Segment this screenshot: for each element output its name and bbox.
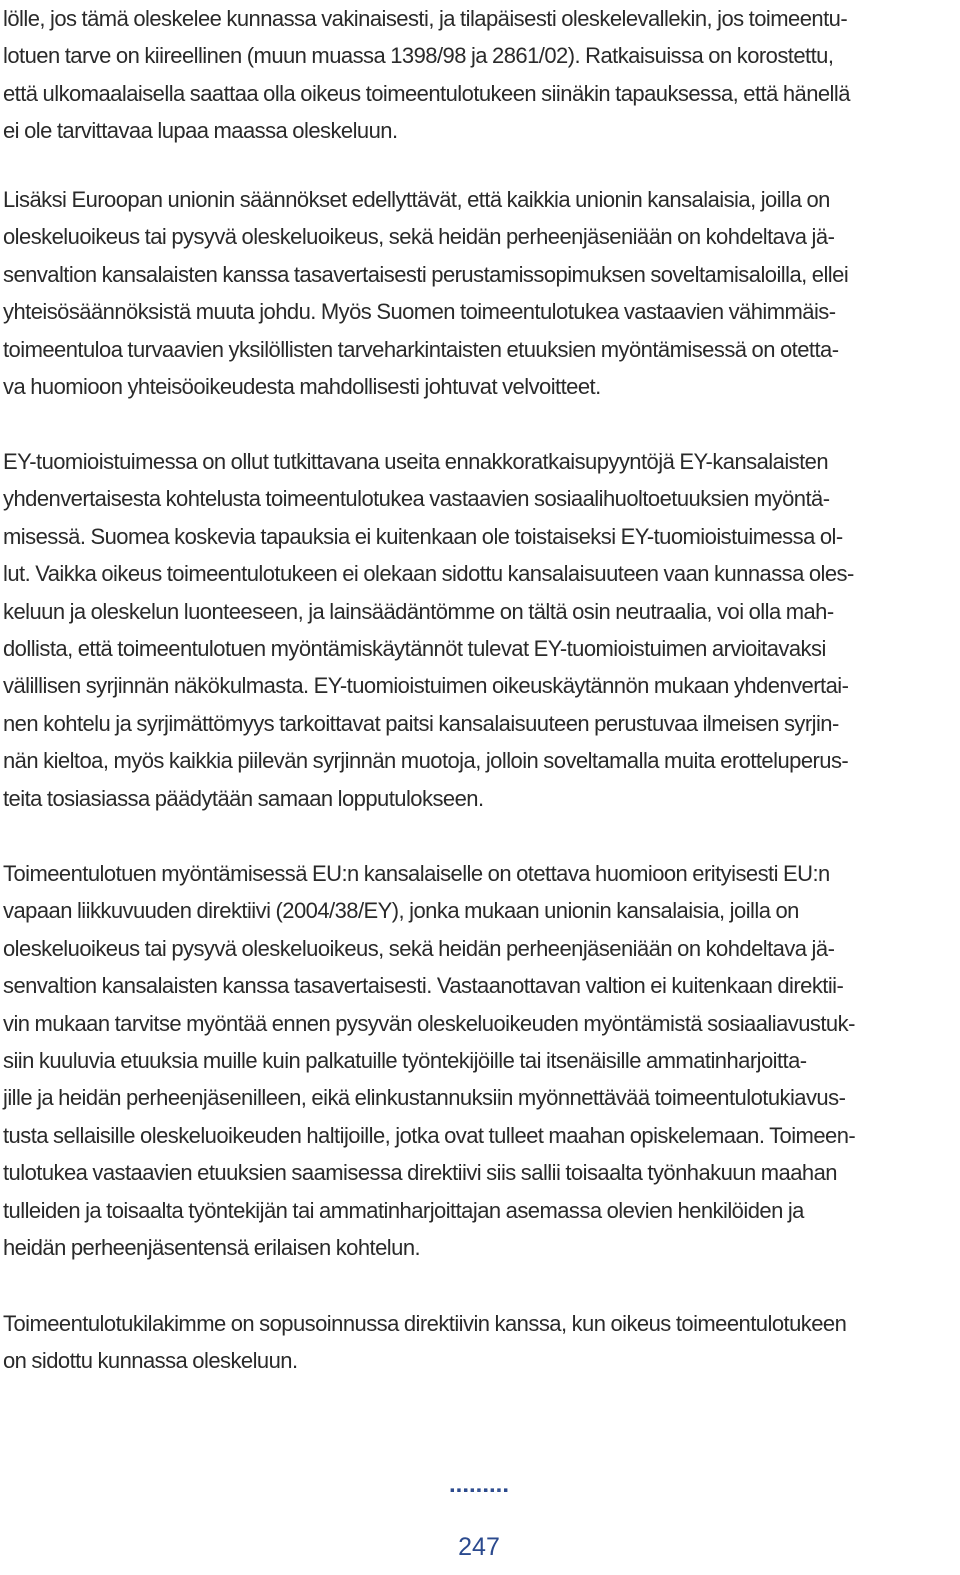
text-line: teita tosiasiassa päädytään samaan lopputulokseen. xyxy=(3,785,484,811)
text-line: lut. Vaikka oikeus toimeentulotukeen ei olekaan sidottu kansalaisuuteen vaan kunnassa oles- xyxy=(3,561,854,587)
text-line: että ulkomaalaisella saattaa olla oikeus toimeentulotukeen siinäkin tapauksessa, että hänellä xyxy=(3,80,850,106)
text-line: toimeentuloa turvaavien yksilöllisten tarveharkintaisten etuuksien myöntämisessä on otetta- xyxy=(3,336,839,362)
paragraph-3 xyxy=(3,443,958,817)
text-line: tusta sellaisille oleskeluoikeuden haltijoille, jotka ovat tulleet maahan opiskelemaan. Toimeen- xyxy=(3,1122,856,1148)
text-line: EY-tuomioistuimessa on ollut tutkittavana useita ennakkoratkaisupyyntöjä EY-kansalaisten xyxy=(3,449,829,474)
text-line: ei ole tarvittavaa lupaa maassa oleskeluun. xyxy=(3,118,398,144)
text-line: senvaltion kansalaisten kanssa tasavertaisesti perustamissopimuksen soveltamisaloilla, ellei xyxy=(3,261,849,287)
text-line: on sidottu kunnassa oleskeluun. xyxy=(3,1348,298,1374)
text-line: Lisäksi Euroopan unionin säännökset edellyttävät, että kaikkia unionin kansalaisia, joilla on xyxy=(3,187,830,212)
text-line: senvaltion kansalaisten kanssa tasavertaisesti. Vastaanottavan valtion ei kuitenkaan direktii- xyxy=(3,973,844,999)
text-line: siin kuuluvia etuuksia muille kuin palkatuille työntekijöille tai itsenäisille ammatinharjoitta- xyxy=(3,1048,807,1074)
text-line: heidän perheenjäsentensä erilaisen kohtelun. xyxy=(3,1235,421,1261)
text-line: tulleiden ja toisaalta työntekijän tai ammatinharjoittajan asemassa olevien henkilöiden ja xyxy=(3,1197,804,1223)
text-line: misessä. Suomea koskevia tapauksia ei kuitenkaan ole toistaiseksi EY-tuomioistuimessa ol- xyxy=(3,523,843,549)
paragraph-5 xyxy=(3,1305,958,1380)
paragraph-4 xyxy=(3,855,958,1266)
text-line: keluun ja oleskelun luonteeseen, ja lainsäädäntömme on tältä osin neutraalia, voi olla mah- xyxy=(3,598,834,624)
text-line: välillisen syrjinnän näkökulmasta. EY-tuomioistuimen oikeuskäytännön mukaan yhdenvertai- xyxy=(3,673,849,699)
text-line: dollista, että toimeentulotuen myöntämiskäytännöt tulevat EY-tuomioistuimen arvioitavaksi xyxy=(3,636,826,662)
text-line: vapaan liikkuvuuden direktiivi (2004/38/EY), jonka mukaan unionin kansalaisia, joilla on xyxy=(3,898,799,924)
text-line: lotuen tarve on kiireellinen (muun muassa 1398/98 ja 2861/02). Ratkaisuissa on korostettu, xyxy=(3,43,834,69)
text-line: oleskeluoikeus tai pysyvä oleskeluoikeus, sekä heidän perheenjäseniään on kohdeltava jä- xyxy=(3,935,835,961)
paragraph-1 xyxy=(3,0,958,150)
text-line: jille ja heidän perheenjäsenilleen, eikä elinkustannuksiin myönnettävää toimeentulotukiavus- xyxy=(3,1085,846,1111)
text-line: nen kohtelu ja syrjimättömyys tarkoittavat paitsi kansalaisuuteen perustuvaa ilmeisen syrjin- xyxy=(3,710,839,736)
paragraph-2 xyxy=(3,181,958,405)
text-line: nän kieltoa, myös kaikkia piilevän syrjinnän muotoja, jolloin soveltamalla muita erotteluperus- xyxy=(3,748,849,774)
text-line: oleskeluoikeus tai pysyvä oleskeluoikeus, sekä heidän perheenjäseniään on kohdeltava jä- xyxy=(3,224,835,250)
text-line: yhdenvertaisesta kohtelusta toimeentulotukea vastaavien sosiaalihuoltoetuuksien myöntä- xyxy=(3,486,830,512)
text-line: Toimeentulotukilakimme on sopusoinnussa direktiivin kanssa, kun oikeus toimeentulotukeen xyxy=(3,1311,847,1336)
text-line: lölle, jos tämä oleskelee kunnassa vakinaisesti, ja tilapäisesti oleskelevallekin, jos toimeentu- xyxy=(3,6,848,31)
page-number: 247 xyxy=(458,1533,500,1561)
text-line: va huomioon yhteisöoikeudesta mahdollisesti johtuvat velvoitteet. xyxy=(3,374,601,400)
text-line: vin mukaan tarvitse myöntää ennen pysyvän oleskeluoikeuden myöntämistä sosiaaliavustuk- xyxy=(3,1010,855,1036)
text-line: tulotukea vastaavien etuuksien saamisessa direktiivi siis sallii toisaalta työnhakuun maahan xyxy=(3,1160,837,1186)
footer-dots: ......... xyxy=(448,1471,509,1498)
text-line: Toimeentulotuen myöntämisessä EU:n kansalaiselle on otettava huomioon erityisesti EU:n xyxy=(3,861,830,886)
text-line: yhteisösäännöksistä muuta johdu. Myös Suomen toimeentulotukea vastaavien vähimmäis- xyxy=(3,299,836,325)
